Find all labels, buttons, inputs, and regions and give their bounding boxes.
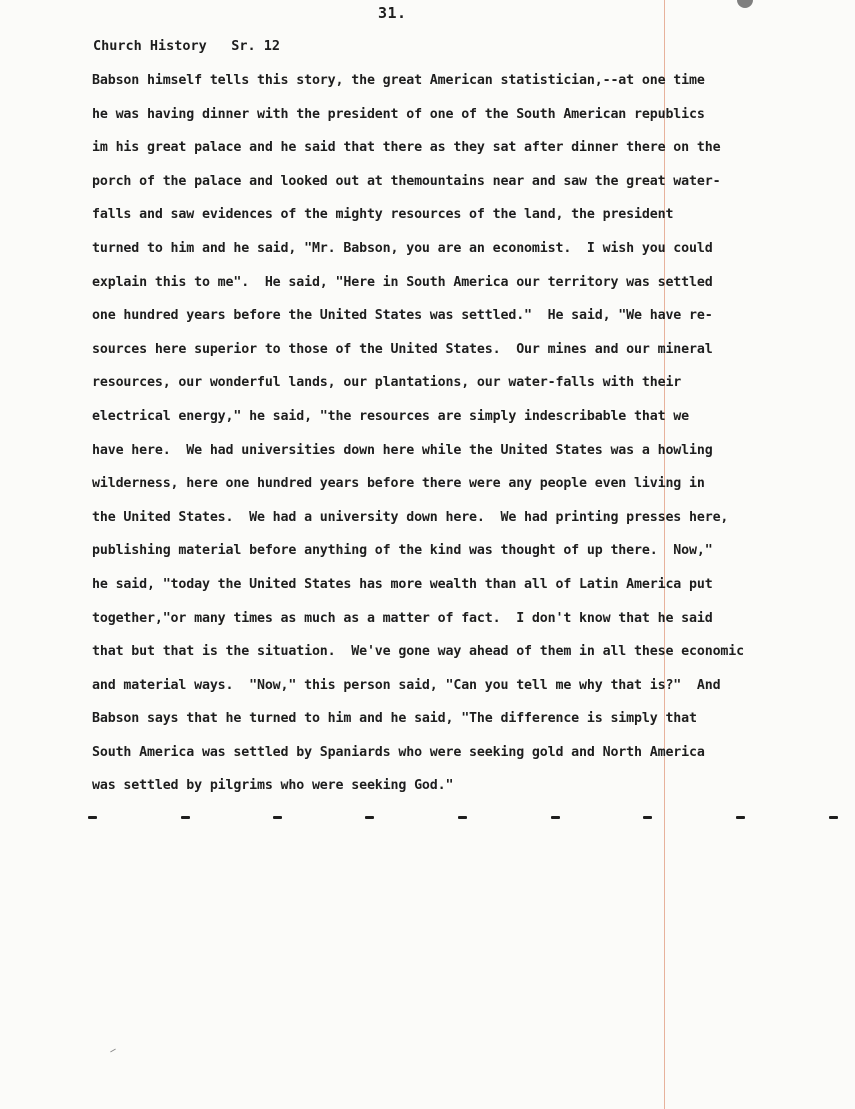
text-line: falls and saw evidences of the mighty resources of the land, the president (92, 207, 674, 223)
text-line: Babson says that he turned to him and he said, "The difference is simply that (92, 711, 697, 727)
separator-dash (736, 816, 745, 819)
separator-dash (181, 816, 190, 819)
text-line: wilderness, here one hundred years before there were any people even living in (92, 476, 705, 492)
text-line: he said, "today the United States has more wealth than all of Latin America put (92, 576, 713, 592)
text-line: turned to him and he said, "Mr. Babson, you are an economist. I wish you could (92, 240, 713, 256)
text-line: electrical energy," he said, "the resources are simply indescribable that we (92, 408, 690, 424)
text-line: the United States. We had a university down here. We had printing presses here, (92, 509, 729, 525)
separator-dash (829, 816, 838, 819)
separator-dash (643, 816, 652, 819)
text-line: porch of the palace and looked out at themountains near and saw the great water- (92, 173, 721, 189)
page-header (93, 38, 280, 54)
ink-blot (737, 0, 753, 8)
body-text (92, 70, 812, 809)
series-number: Sr. 12 (231, 38, 280, 54)
text-line: resources, our wonderful lands, our plantations, our water-falls with their (92, 375, 682, 391)
text-line: explain this to me". He said, "Here in South America our territory was settled (92, 274, 713, 290)
text-line: publishing material before anything of the kind was thought of up there. Now," (92, 543, 713, 559)
separator-dash (365, 816, 374, 819)
text-line: that but that is the situation. We've gone way ahead of them in all these economic (92, 644, 744, 660)
paper-speck (110, 1049, 116, 1053)
course-title: Church History (93, 38, 207, 54)
text-line: he was having dinner with the president of one of the South American republics (92, 106, 705, 122)
separator-dash (458, 816, 467, 819)
text-line: im his great palace and he said that there as they sat after dinner there on the (92, 140, 721, 156)
page-number: 31. (378, 4, 407, 22)
separator-dash (88, 816, 97, 819)
text-line: sources here superior to those of the United States. Our mines and our mineral (92, 341, 713, 357)
text-line: have here. We had universities down here while the United States was a howling (92, 442, 713, 458)
separator-dash (273, 816, 282, 819)
text-line: together,"or many times as much as a matter of fact. I don't know that he said (92, 610, 713, 626)
text-line: one hundred years before the United States was settled." He said, "We have re- (92, 308, 713, 324)
text-line: was settled by pilgrims who were seeking God." (92, 778, 454, 794)
text-line: South America was settled by Spaniards who were seeking gold and North America (92, 744, 705, 760)
separator-dash (551, 816, 560, 819)
text-line: Babson himself tells this story, the great American statistician,--at one time (92, 73, 705, 88)
text-line: and material ways. "Now," this person said, "Can you tell me why that is?" And (92, 677, 721, 693)
